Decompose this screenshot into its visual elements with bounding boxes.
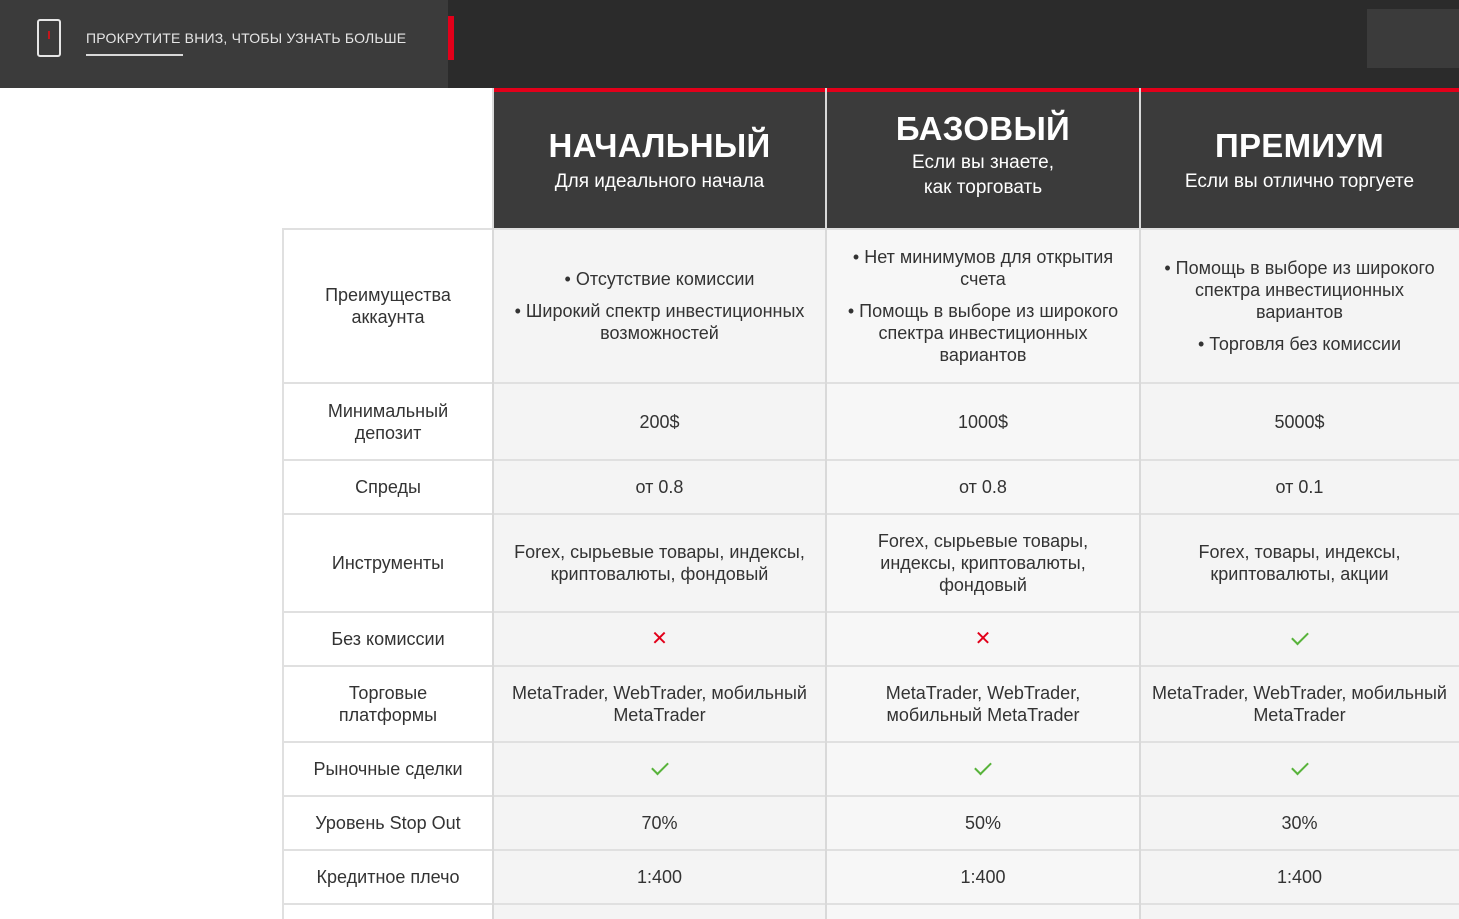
- table-row-advantages: [282, 228, 1459, 382]
- next-premium: [1140, 905, 1459, 919]
- plan-name: НАЧАЛЬНЫЙ: [548, 126, 771, 164]
- plan-subtitle: Если вы отлично торгуете: [1184, 170, 1415, 192]
- plan-subtitle: Для идеального начала: [554, 170, 765, 192]
- min-deposit-basic: 1000$: [826, 384, 1140, 459]
- stop-out-basic: 50%: [826, 797, 1140, 849]
- check-icon: [651, 757, 669, 775]
- platforms-starter: MetaTrader, WebTrader, мобильный MetaTrader: [493, 667, 826, 741]
- leverage-premium: 1:400: [1140, 851, 1459, 903]
- table-row-next: [282, 903, 1459, 919]
- plan-name: БАЗОВЫЙ: [895, 110, 1071, 147]
- table-row-instruments: [282, 513, 1459, 611]
- row-label: Без комиссии: [282, 613, 493, 665]
- row-label: Спреды: [282, 461, 493, 513]
- spreads-starter: от 0.8: [493, 461, 826, 513]
- market-deals-basic: [826, 743, 1140, 795]
- column-divider: [492, 88, 494, 919]
- check-icon: [974, 757, 992, 775]
- cross-icon: ✕: [974, 628, 992, 650]
- phone-scroll-icon: [37, 19, 61, 57]
- no-commission-premium: [1140, 613, 1459, 665]
- next-basic: [826, 905, 1140, 919]
- plan-subtitle-line1: Если вы знаете,: [911, 152, 1054, 173]
- advantage-item: • Помощь в выборе из широкого спектра инвестиционных вариантов: [1164, 258, 1435, 322]
- table-row-platforms: [282, 665, 1459, 741]
- check-icon: [1291, 757, 1309, 775]
- row-label: Рыночные сделки: [282, 743, 493, 795]
- table-row-no-commission: [282, 611, 1459, 665]
- table-row-leverage: [282, 849, 1459, 903]
- plan-subtitle-line2: как торговать: [923, 177, 1043, 198]
- market-deals-starter: [493, 743, 826, 795]
- plan-name: ПРЕМИУМ: [1214, 126, 1385, 164]
- instruments-premium: Forex, товары, индексы, криптовалюты, акции: [1140, 515, 1459, 611]
- next-starter: [493, 905, 826, 919]
- min-deposit-premium: 5000$: [1140, 384, 1459, 459]
- no-commission-starter: [493, 613, 826, 665]
- row-label: Торговые платформы: [282, 667, 493, 741]
- stop-out-premium: 30%: [1140, 797, 1459, 849]
- column-divider: [825, 88, 827, 919]
- platforms-basic: MetaTrader, WebTrader, мобильный MetaTrader: [826, 667, 1140, 741]
- comparison-table: [282, 228, 1459, 919]
- row-label-empty: [282, 905, 493, 919]
- check-icon: [1291, 627, 1309, 645]
- advantages-starter: [493, 230, 826, 382]
- market-deals-premium: [1140, 743, 1459, 795]
- scroll-hint[interactable]: [0, 0, 448, 88]
- advantages-premium: [1140, 230, 1459, 382]
- table-row-stop-out: [282, 795, 1459, 849]
- instruments-basic: Forex, сырьевые товары, индексы, криптовалюты, фондовый: [826, 515, 1140, 611]
- row-label: Преимущества аккаунта: [282, 230, 493, 382]
- advantage-item: • Торговля без комиссии: [1197, 334, 1402, 354]
- advantage-item: • Нет минимумов для открытия счета: [852, 247, 1114, 289]
- leverage-starter: 1:400: [493, 851, 826, 903]
- table-row-market-deals: [282, 741, 1459, 795]
- table-row-min-deposit: [282, 382, 1459, 459]
- instruments-starter: Forex, сырьевые товары, индексы, криптовалюты, фондовый: [493, 515, 826, 611]
- scroll-hint-underline: [86, 54, 183, 56]
- no-commission-basic: [826, 613, 1140, 665]
- accent-marker: [448, 16, 454, 60]
- plan-header-basic: [826, 88, 1140, 228]
- leverage-basic: 1:400: [826, 851, 1140, 903]
- cross-icon: ✕: [651, 628, 668, 650]
- advantage-item: • Помощь в выборе из широкого спектра инвестиционных вариантов: [847, 301, 1119, 365]
- scroll-hint-text: ПРОКРУТИТЕ ВНИЗ, ЧТОБЫ УЗНАТЬ БОЛЬШЕ: [86, 30, 407, 46]
- row-label: Уровень Stop Out: [282, 797, 493, 849]
- advantage-item: • Отсутствие комиссии: [564, 269, 755, 289]
- stop-out-starter: 70%: [493, 797, 826, 849]
- spreads-basic: от 0.8: [826, 461, 1140, 513]
- row-label: Кредитное плечо: [282, 851, 493, 903]
- plan-header-premium: [1140, 88, 1459, 228]
- advantages-basic: [826, 230, 1140, 382]
- advantage-item: • Широкий спектр инвестиционных возможностей: [514, 301, 805, 343]
- plan-header-starter: [493, 88, 826, 228]
- top-right-button[interactable]: [1367, 9, 1459, 68]
- table-row-spreads: [282, 459, 1459, 513]
- row-label: Инструменты: [282, 515, 493, 611]
- row-label: Минимальный депозит: [282, 384, 493, 459]
- min-deposit-starter: 200$: [493, 384, 826, 459]
- top-bar: [0, 0, 1459, 88]
- platforms-premium: MetaTrader, WebTrader, мобильный MetaTrader: [1140, 667, 1459, 741]
- column-divider: [1139, 88, 1141, 919]
- spreads-premium: от 0.1: [1140, 461, 1459, 513]
